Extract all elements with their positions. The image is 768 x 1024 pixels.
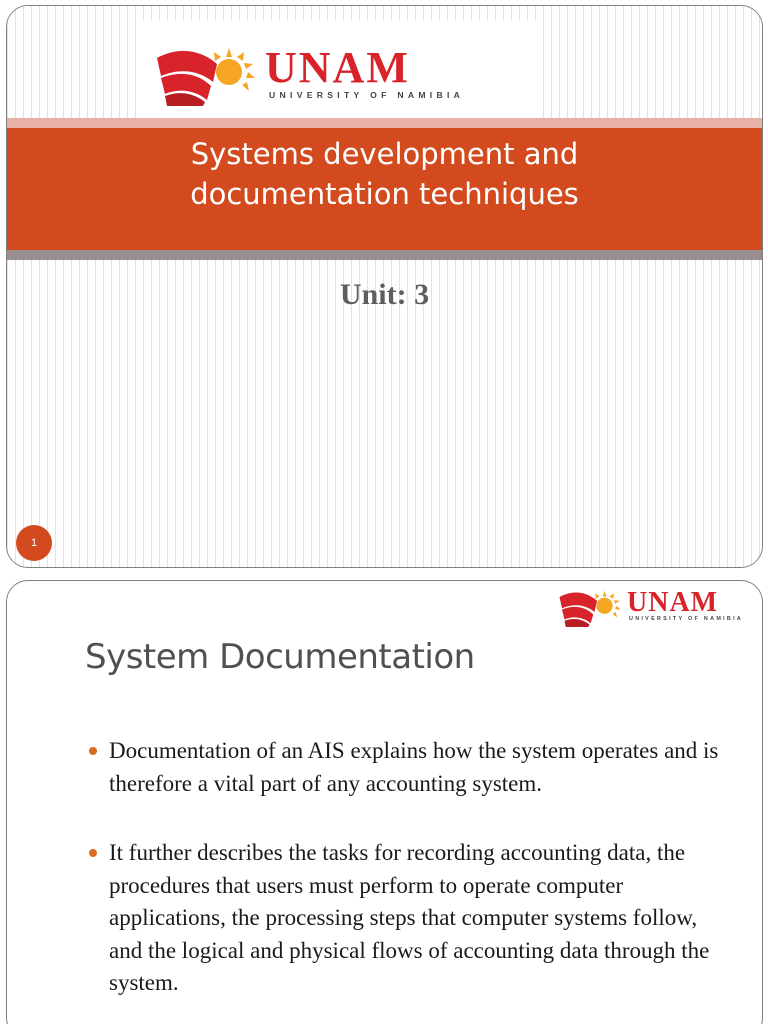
content-slide (6, 580, 763, 1024)
title-line-1: Systems development and (190, 137, 579, 171)
bullet-item (85, 735, 735, 800)
logo-tagline: UNIVERSITY OF NAMIBIA (629, 616, 744, 622)
unam-wordmark (265, 42, 464, 100)
logo-name: UNAM (627, 587, 719, 618)
title-band-shadow (7, 250, 762, 260)
slide-subtitle: Unit: 3 (339, 278, 430, 311)
unam-wordmark (627, 587, 743, 622)
bullet-item (85, 837, 735, 1000)
title-band-highlight (7, 118, 762, 128)
title-band (7, 128, 762, 250)
page-number-badge: 1 (16, 525, 52, 561)
bullet-text: Documentation of an AIS explains how the system operates and is therefore a vital part of any accounting system. (109, 738, 719, 796)
title-line-2: documentation techniques (190, 177, 579, 211)
slide-title (7, 134, 762, 214)
unam-logo-mark-icon (557, 587, 627, 627)
logo-name: UNAM (265, 43, 410, 92)
slide-heading: System Documentation (85, 637, 475, 677)
bullet-dot-icon (89, 747, 97, 755)
unam-logo (557, 587, 743, 627)
bullet-text: It further describes the tasks for recording accounting data, the procedures that users must perform to operate computer applications, the processing steps that computer systems follow, and the logical and physical flows of accounting data through the system. (109, 840, 710, 995)
title-slide (6, 5, 763, 568)
bullet-list (85, 735, 735, 1000)
unam-logo (153, 42, 464, 106)
bullet-dot-icon (89, 849, 97, 857)
logo-tagline: UNIVERSITY OF NAMIBIA (269, 90, 465, 100)
unam-logo-mark-icon (153, 42, 265, 106)
